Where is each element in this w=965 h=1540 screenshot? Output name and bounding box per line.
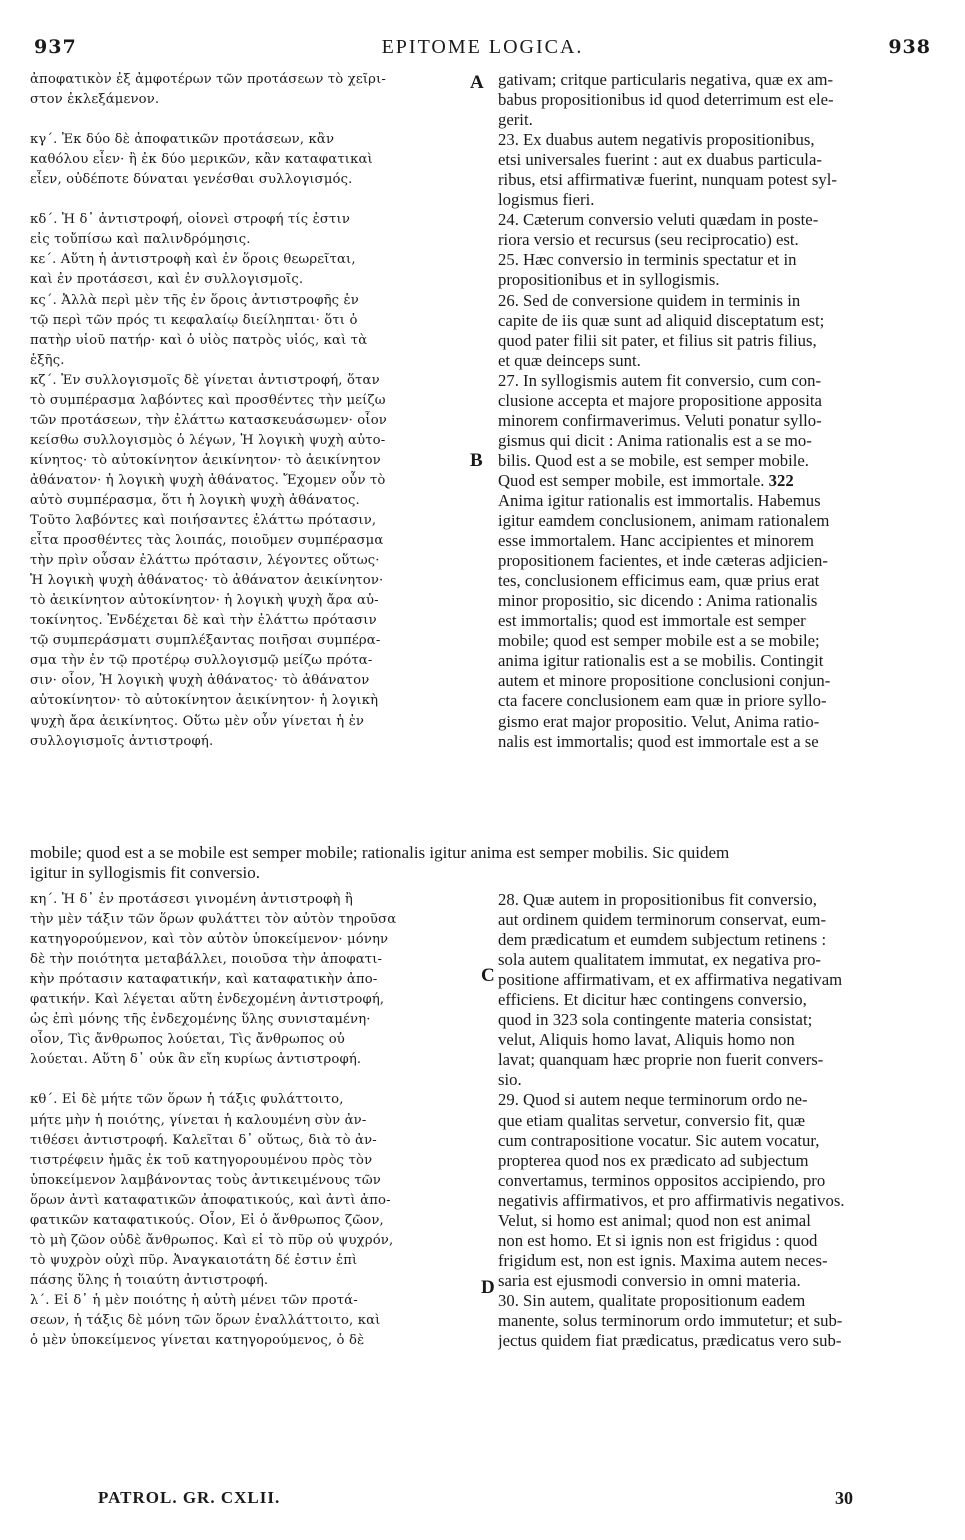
latin-text-line: 30. Sin autem, qualitate propositionum eadem (498, 1290, 806, 1310)
greek-text-line: φατικῶν καταφατικούς. Οἷον, Εἰ ὁ ἄνθρωπος ζῶον, (30, 1212, 384, 1228)
greek-text-line: κζ΄. Ἐν συλλογισμοῖς δὲ γίνεται ἀντιστροφή, ὅταν (30, 372, 380, 388)
greek-text-line: δὲ τὴν ποιότητα μεταβάλλει, ποιοῦσα τὴν ἀποφατι- (30, 952, 383, 968)
latin-text-line: gismus qui dicit : Anima rationalis est a se mo- (498, 430, 812, 450)
latin-text-line: sola autem qualitatem immutat, ex negativa pro- (498, 950, 821, 970)
latin-text-line: gismo erat major propositio. Velut, Anima ratio- (498, 711, 820, 731)
full-width-line: mobile; quod est a se mobile est semper mobile; rationalis igitur anima est semper mobilis. Sic quidem (30, 843, 730, 862)
greek-text-line: σεων, ἡ τάξις δὲ μόνη τῶν ὅρων ἐναλλάττοιτο, καὶ (30, 1312, 381, 1328)
greek-text-line: εἶεν, οὐδέποτε δύναται γενέσθαι συλλογισμός. (30, 172, 353, 188)
greek-text-line: λ΄. Εἰ δ᾽ ἡ μὲν ποιότης ἡ αὐτὴ μένει τῶν προτά- (30, 1292, 358, 1308)
latin-text-line: tes, conclusionem efficimus eam, quæ prius erat (498, 571, 820, 591)
latin-text-line: aut ordinem quidem terminorum conservat, eum- (498, 910, 827, 930)
greek-text-line: ὑποκείμενον λαμβάνοντας τοὺς ἀντικειμένους τῶν (30, 1172, 381, 1188)
latin-text-line: manente, solus terminorum ordo immutetur; et sub- (498, 1310, 843, 1330)
full-width-line: igitur in syllogismis fit conversio. (30, 863, 260, 883)
greek-text-line: σμα τὴν ἐν τῷ προτέρῳ συλλογισμῷ μείζω πρότα- (30, 653, 373, 669)
greek-text-line: καθόλου εἶεν· ἢ ἐκ δύο μερικῶν, κἂν καταφατικαὶ (30, 152, 373, 168)
latin-text-line: et quæ deinceps sunt. (498, 350, 641, 370)
greek-text-line: τοκίνητος. Ἐνδέχεται δὲ καὶ τὴν ἐλάττω πρότασιν (30, 613, 377, 629)
latin-column-2 (498, 890, 931, 1351)
greek-text-line: ψυχὴ ἄρα ἀεικίνητος. Οὕτω μὲν οὖν γίνεται ἡ ἐν (30, 713, 365, 729)
greek-text-line: εἰς τοὔπίσω καὶ παλινδρόμησις. (30, 232, 251, 248)
latin-text-line: que etiam qualitas servetur, conversio fit, quæ (498, 1110, 806, 1130)
latin-text-line: sio. (498, 1070, 522, 1090)
latin-text-line: convertamus, terminos oppositos accipiendo, pro (498, 1170, 826, 1190)
latin-text-line: propositionibus et in syllogismis. (498, 270, 720, 290)
greek-text-line: κθ΄. Εἰ δὲ μήτε τῶν ὅρων ἡ τάξις φυλάττοιτο, (30, 1092, 344, 1108)
latin-text-line: positione affirmativam, et ex affirmativa negativam (498, 970, 843, 990)
greek-text-line: τὸ ἀεικίνητον αὐτοκίνητον· ἡ λογικὴ ψυχὴ ἄρα αὐ- (30, 593, 379, 609)
latin-text-line: logismus fieri. (498, 190, 595, 210)
greek-text-line: κείσθω συλλογισμὸς ὁ λέγων, Ἡ λογικὴ ψυχὴ αὐτο- (30, 432, 386, 448)
latin-text-line: quod in 323 sola contingente materia consistat; (498, 1010, 813, 1030)
latin-text-line: dem prædicatum et eumdem subjectum retinens : (498, 930, 827, 950)
latin-text-line: minor propositio, sic dicendo : Anima rationalis (498, 591, 818, 611)
latin-text-line: propositionem facientes, et inde cæteras adjicien- (498, 551, 828, 571)
latin-text-line: quod pater filii sit pater, et filius sit patris filius, (498, 330, 817, 350)
page-number-right: 938 (888, 36, 931, 58)
full-width-text (30, 843, 935, 883)
latin-text-line: nalis est immortalis; quod est immortale est a se (498, 731, 819, 751)
latin-text-line: clusione accepta et majore propositione apposita (498, 390, 822, 410)
latin-text-line: minorem confirmaverimus. Veluti ponatur syllo- (498, 410, 822, 430)
margin-marker-a: A (470, 72, 484, 93)
greek-text-line: λούεται. Αὕτη δ᾽ οὐκ ἂν εἴη κυρίως ἀντιστροφή. (30, 1052, 362, 1068)
latin-text-line: gerit. (498, 110, 533, 130)
latin-text-line: esse immortalem. Hanc accipientes et minorem (498, 531, 815, 551)
greek-text-line: Ἡ λογικὴ ψυχὴ ἀθάνατος· τὸ ἀθάνατον ἀεικίνητον· (30, 573, 384, 589)
greek-text-line: τῷ περὶ τῶν πρός τι κεφαλαίῳ διείληπται· ὅτι ὁ (30, 312, 358, 328)
latin-text-line: saria est ejusmodi conversio in omni materia. (498, 1270, 801, 1290)
greek-text-line: φατικήν. Καὶ λέγεται αὕτη ἐνδεχομένη ἀντιστροφή, (30, 992, 385, 1008)
greek-text-line: κη΄. Ἡ δ᾽ ἐν προτάσεσι γινομένη ἀντιστροφὴ ἢ (30, 892, 353, 907)
latin-text-line: frigidum est, non est ignis. Maxima autem neces- (498, 1250, 828, 1270)
latin-text-line: capite de iis quæ sunt ad aliquid disceptatum est; (498, 310, 825, 330)
greek-text-line: εἶτα προσθέντες τὰς λοιπάς, ποιοῦμεν συμπέρασμα (30, 533, 384, 549)
inline-folio-number: 322 (764, 470, 794, 490)
greek-text-line: κε΄. Αὕτη ἡ ἀντιστροφὴ καὶ ἐν ὅροις θεωρεῖται, (30, 252, 356, 268)
greek-text-line: πατὴρ υἱοῦ πατήρ· καὶ ὁ υἱὸς πατρὸς υἱός, καὶ τὰ (30, 332, 368, 348)
latin-text-line: propterea quod nos ex prædicato ad subjectum (498, 1150, 809, 1170)
greek-text-line: ἀποφατικὸν ἐξ ἀμφοτέρων τῶν προτάσεων τὸ χεῖρι- (30, 72, 386, 87)
greek-text-line: καὶ ἐν προτάσεσι, καὶ ἐν συλλογισμοῖς. (30, 272, 304, 288)
greek-text-line: τιθέσει ἀντιστροφή. Καλεῖται δ᾽ οὕτως, διὰ τὸ ἀν- (30, 1132, 377, 1148)
greek-text-line: τιστρέφειν ἡμᾶς ἐκ τοῦ κατηγορουμένου πρὸς τὸν (30, 1152, 373, 1168)
greek-text-line: συλλογισμοῖς ἀντιστροφή. (30, 733, 214, 749)
latin-text-line: 29. Quod si autem neque terminorum ordo ne- (498, 1090, 808, 1110)
latin-text-line: cum contrapositione vocatur. Sic autem vocatur, (498, 1130, 820, 1150)
greek-column-1 (30, 70, 478, 752)
latin-text-line: 24. Cæterum conversio veluti quædam in poste- (498, 210, 819, 230)
greek-text-line: ὡς ἐπὶ μόνης τῆς ἐνδεχομένης ὕλης συνισταμένη· (30, 1012, 371, 1028)
latin-text-line: 25. Hæc conversio in terminis spectatur et in (498, 250, 797, 270)
greek-text-line: τὴν μὲν τάξιν τῶν ὅρων φυλάττει τὸν αὐτὸν τηροῦσα (30, 912, 397, 928)
greek-text-line: κὴν πρότασιν καταφατικήν, καὶ καταφατικὴν ἀπο- (30, 972, 378, 988)
latin-text-line: Quod est semper mobile, est immortale. 322 (498, 470, 794, 490)
latin-text-line: cta facere conclusionem eam quæ in priore syllo- (498, 691, 827, 711)
latin-text-line: autem et minore propositione conclusioni conjun- (498, 671, 831, 691)
gathering-signature: 30 (835, 1488, 853, 1508)
latin-text-line: 23. Ex duabus autem negativis propositionibus, (498, 130, 815, 150)
greek-text-line (30, 1070, 478, 1090)
latin-text-line: jectus quidem fiat prædicatus, prædicatus vero sub- (498, 1331, 842, 1351)
running-title: EPITOME LOGICA. (381, 36, 584, 58)
greek-text-line: τῷ συμπεράσματι συμπλέξαντας ποιῆσαι συμπέρα- (30, 633, 381, 649)
greek-column-2 (30, 890, 478, 1351)
greek-text-line (30, 190, 478, 210)
margin-marker-c: C (481, 965, 495, 986)
page-number-left: 937 (34, 36, 77, 58)
latin-text-line: efficiens. Et dicitur hæc contingens conversio, (498, 990, 807, 1010)
page-footer (30, 1488, 935, 1514)
greek-text-line: αὐτὸ συμπέρασμα, ὅτι ἡ λογικὴ ψυχὴ ἀθάνατος. (30, 492, 360, 508)
latin-text-line: bilis. Quod est a se mobile, est semper mobile. (498, 450, 809, 470)
greek-text-line: πάσης ὕλης ἡ τοιαύτη ἀντιστροφή. (30, 1272, 269, 1288)
latin-column-1 (498, 70, 931, 752)
latin-text-line: velut, Aliquis homo lavat, Aliquis homo non (498, 1030, 795, 1050)
greek-text-line: οἷον, Τὶς ἄνθρωπος λούεται, Τὶς ἄνθρωπος οὐ (30, 1032, 345, 1048)
greek-text-line: ὅρων ἀντὶ καταφατικῶν ἀποφατικούς, καὶ ἀντὶ ἀπο- (30, 1192, 391, 1208)
greek-text-line: μήτε μὴν ἡ ποιότης, γίνεται ἡ καλουμένη σὺν ἀν- (30, 1112, 367, 1128)
latin-text-line: Velut, si homo est animal; quod non est animal (498, 1210, 811, 1230)
greek-text-line: κατηγορούμενον, καὶ τὸν αὐτὸν ὑποκείμενον· μόνην (30, 932, 389, 948)
greek-text-line: ἀθάνατον· ἡ λογικὴ ψυχὴ ἀθάνατος. Ἔχομεν οὖν τὸ (30, 472, 386, 488)
running-header (30, 36, 935, 64)
latin-text-line: non est homo. Et si ignis non est frigidus : quod (498, 1230, 818, 1250)
latin-text-line: anima igitur rationalis est a se mobilis. Contingit (498, 651, 824, 671)
margin-marker-d: D (481, 1277, 495, 1298)
latin-text-line: 27. In syllogismis autem fit conversio, cum con- (498, 370, 822, 390)
latin-text-line: ribus, etsi affirmativæ fuerint, nunquam potest syl- (498, 170, 837, 190)
latin-text-line: est immortalis; quod est immortale est semper (498, 611, 806, 631)
latin-text-line: mobile; quod est semper mobile est a se mobile; (498, 631, 820, 651)
latin-text-line: 26. Sed de conversione quidem in terminis in (498, 290, 801, 310)
greek-text-line: σιν· οἷον, Ἡ λογικὴ ψυχὴ ἀθάνατος· τὸ ἀθάνατον (30, 673, 370, 689)
greek-text-line: κς΄. Ἀλλὰ περὶ μὲν τῆς ἐν ὅροις ἀντιστροφῆς ἐν (30, 292, 359, 308)
latin-text-line: Anima igitur rationalis est immortalis. Habemus (498, 490, 821, 510)
latin-text-line: riora versio et recursus (seu reciprocatio) est. (498, 230, 799, 250)
greek-text-line: στον ἐκλεξάμενον. (30, 92, 160, 108)
greek-text-line: κγ΄. Ἐκ δύο δὲ ἀποφατικῶν προτάσεων, κἂν (30, 132, 335, 148)
greek-text-line: ὁ μὲν ὑποκείμενος γίνεται κατηγορούμενος, ὁ δὲ (30, 1333, 365, 1349)
latin-text-line: etsi universales fuerint : aut ex duabus particula- (498, 150, 822, 170)
greek-text-line: τὸ συμπέρασμα λαβόντες καὶ προσθέντες τὴν μείζω (30, 392, 386, 408)
greek-text-line: τὸ μὴ ζῶον οὐδὲ ἄνθρωπος. Καὶ εἰ τὸ πῦρ οὐ ψυχρόν, (30, 1232, 394, 1248)
greek-text-line: αὐτοκίνητον· τὸ αὐτοκίνητον ἀεικίνητον· ἡ λογικὴ (30, 693, 379, 709)
greek-text-line: τῶν προτάσεων, τὴν ἐλάττω κατασκευάσωμεν· οἷον (30, 412, 387, 428)
margin-marker-b: B (470, 450, 483, 471)
latin-text-line: 28. Quæ autem in propositionibus fit conversio, (498, 890, 817, 909)
source-signature: PATROL. GR. CXLII. (98, 1488, 281, 1507)
latin-text-line: babus propositionibus id quod deterrimum est ele- (498, 90, 834, 110)
greek-text-line: τὸ ψυχρὸν οὐχὶ πῦρ. Ἀναγκαιοτάτη δέ ἐστιν ἐπὶ (30, 1252, 358, 1268)
latin-text-line: gativam; critque particularis negativa, quæ ex am- (498, 70, 834, 89)
greek-text-line: Τοῦτο λαβόντες καὶ ποιήσαντες ἐλάττω πρότασιν, (30, 513, 377, 529)
latin-text-line: lavat; quanquam hæc proprie non fuerit convers- (498, 1050, 824, 1070)
latin-text-line: negativis affirmativos, et pro affirmativis negativos. (498, 1190, 845, 1210)
greek-text-line: κίνητος· τὸ αὐτοκίνητον ἀεικίνητον· τὸ ἀεικίνητον (30, 452, 381, 468)
latin-text-line: igitur eamdem conclusionem, animam rationalem (498, 511, 830, 531)
greek-text-line: τὴν πρὶν οὖσαν ἐλάττω πρότασιν, λέγοντες οὕτως· (30, 553, 380, 569)
greek-text-line: κδ΄. Ἡ δ᾽ ἀντιστροφή, οἱονεὶ στροφή τίς ἐστιν (30, 212, 350, 228)
greek-text-line (30, 110, 478, 130)
greek-text-line: ἑξῆς. (30, 352, 65, 368)
